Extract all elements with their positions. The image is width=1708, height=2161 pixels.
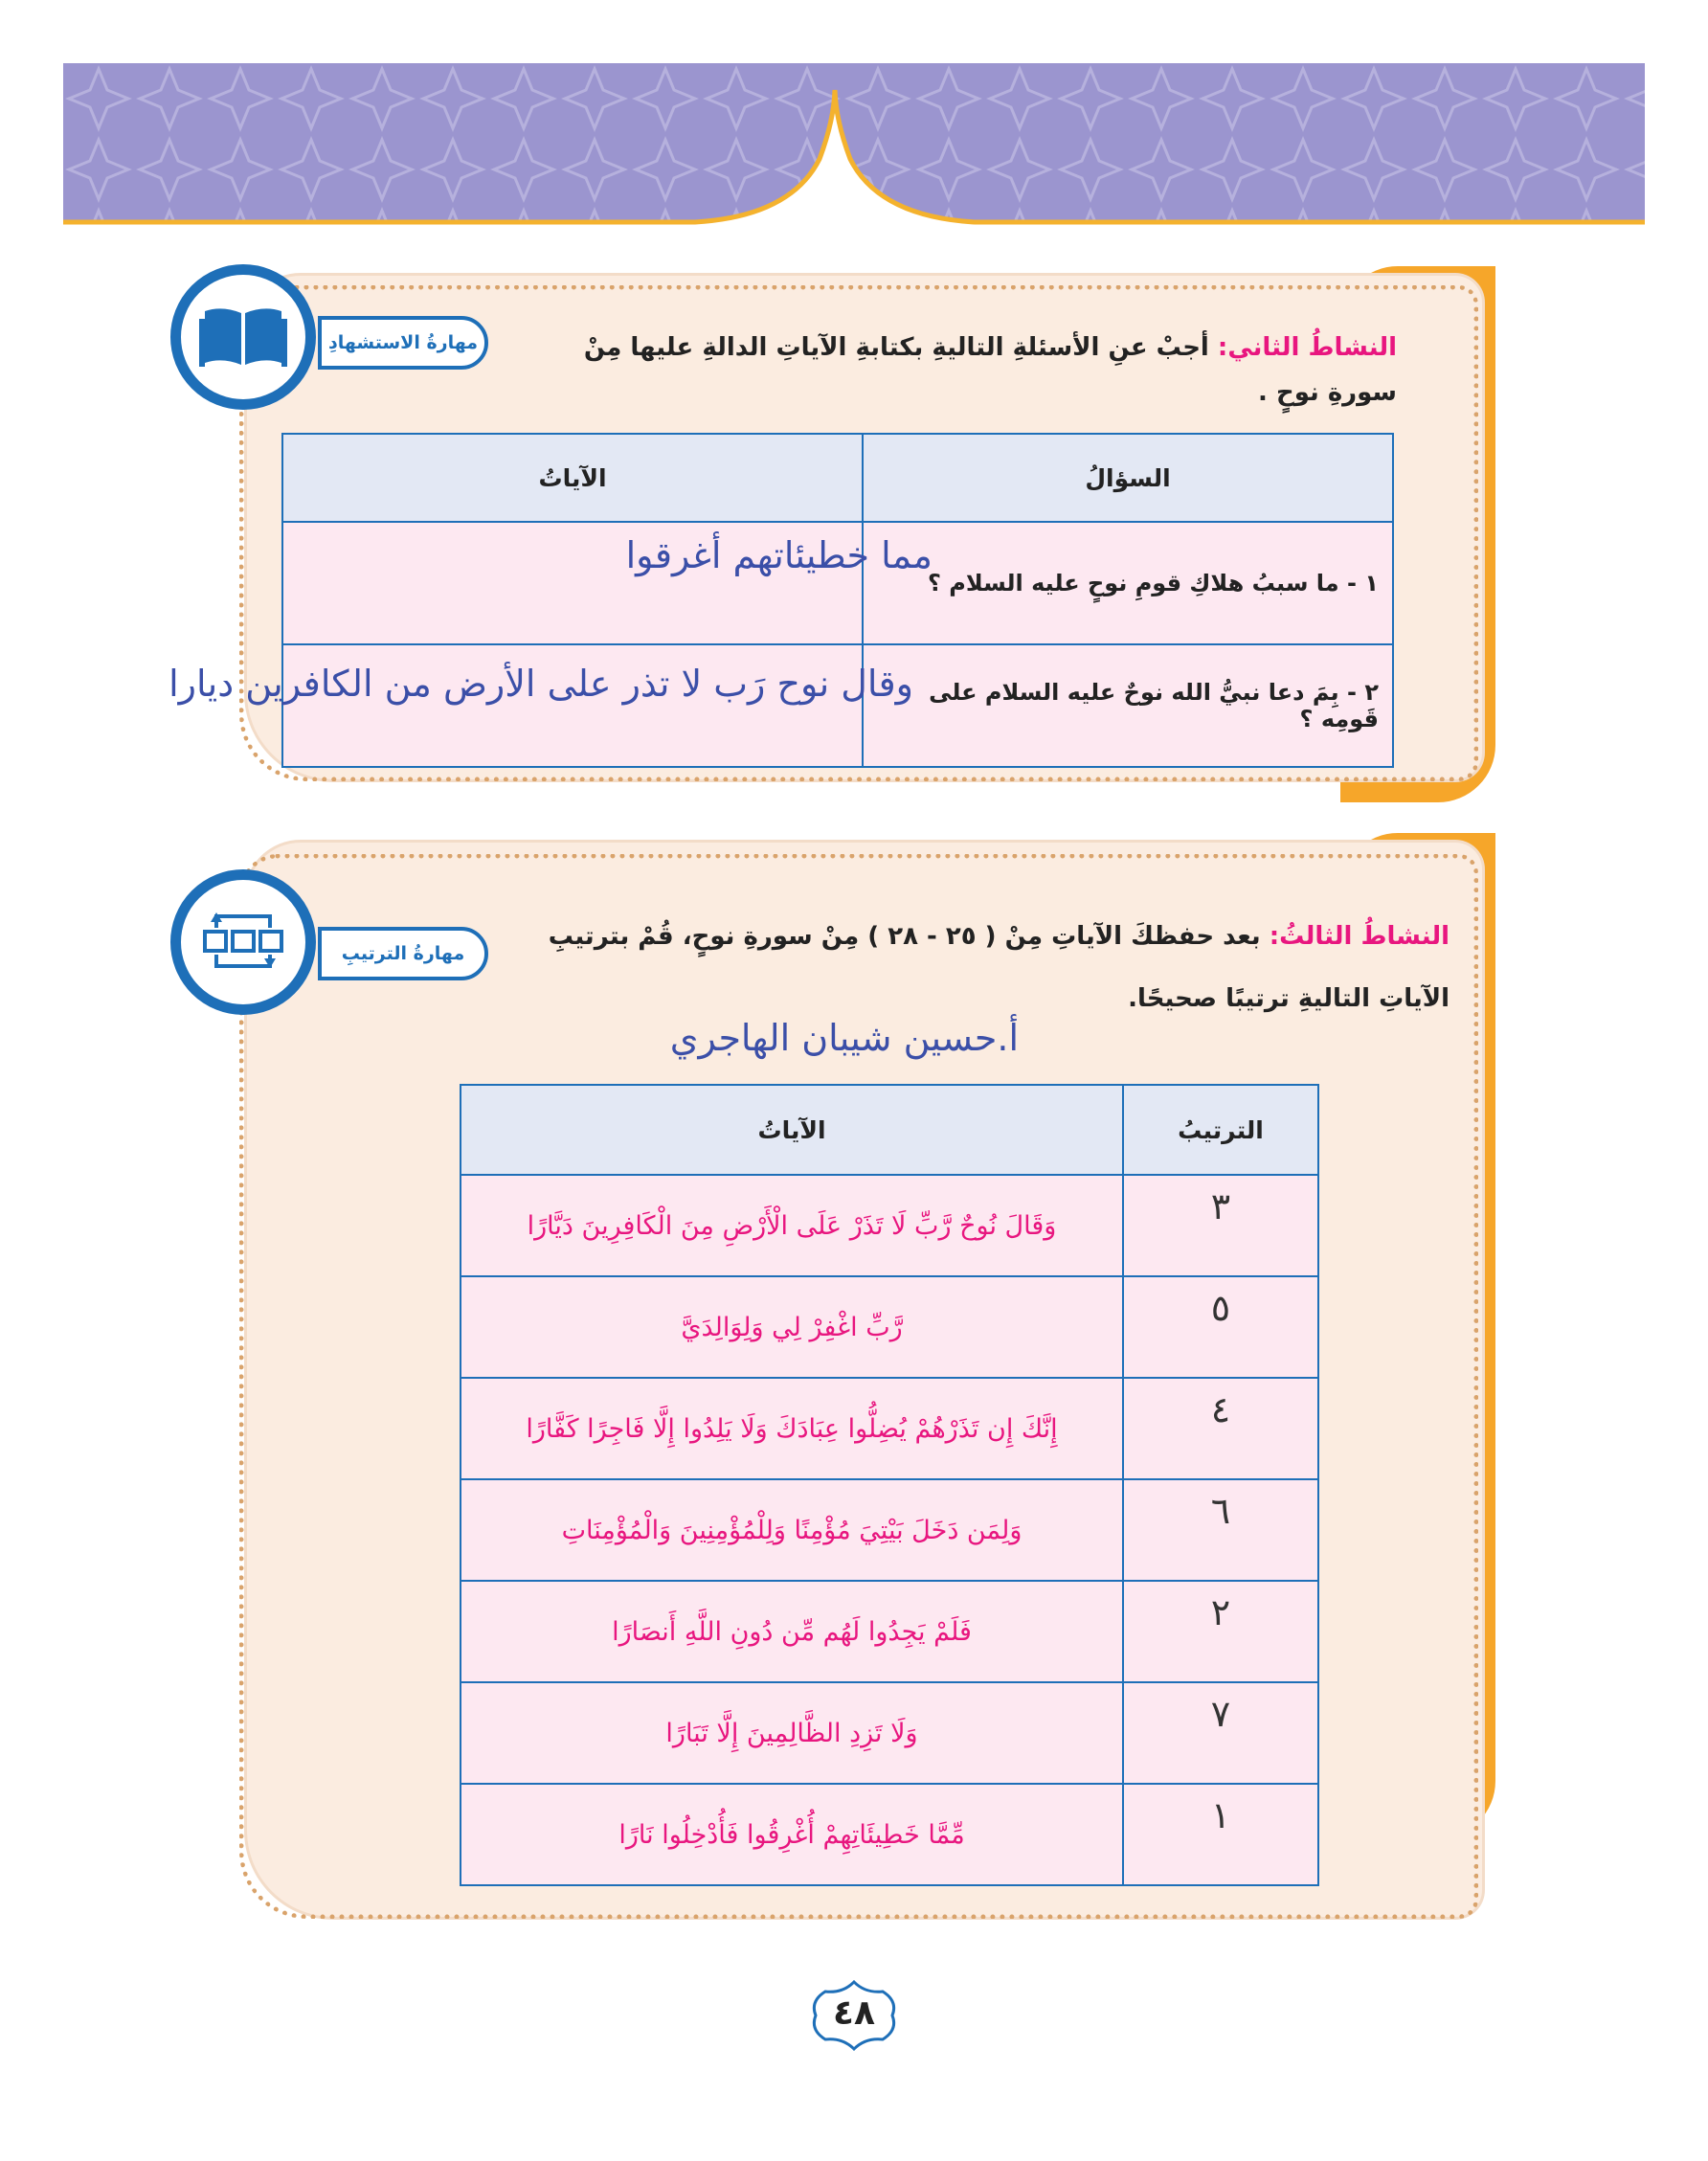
table-row bbox=[461, 1581, 1318, 1682]
verse-cell: مِّمَّا خَطِيئَاتِهِمْ أُغْرِقُوا فَأُدْخِلُوا نَارًا bbox=[461, 1784, 1123, 1885]
column-header-order: الترتيبُ bbox=[1123, 1085, 1318, 1175]
table-row bbox=[461, 1378, 1318, 1479]
table-row bbox=[461, 1276, 1318, 1378]
page-number bbox=[806, 1980, 902, 2051]
activity3-instruction bbox=[511, 914, 1450, 1022]
activity2-skill-badge bbox=[170, 264, 316, 410]
header-banner bbox=[63, 63, 1645, 232]
page-number-text: ٤٨ bbox=[833, 1993, 875, 2033]
table-row bbox=[461, 1479, 1318, 1581]
open-book-icon bbox=[199, 304, 287, 371]
activity3-table bbox=[460, 1084, 1319, 1886]
activity2-label: النشاطُ الثاني: bbox=[1217, 333, 1397, 362]
activity2-skill-label: مهارةُ الاستشهادِ bbox=[318, 316, 488, 370]
question-cell: ٢ - بِمَ دعا نبيُّ الله نوحٌ عليه السلام على قَومِه ؟ bbox=[863, 644, 1393, 767]
order-cell[interactable]: ٢ bbox=[1123, 1581, 1318, 1682]
activity3-skill-label: مهارةُ الترتيبِ bbox=[318, 927, 488, 980]
verse-cell: وَلَا تَزِدِ الظَّالِمِينَ إِلَّا تَبَارًا bbox=[461, 1682, 1123, 1784]
ordering-icon bbox=[203, 909, 283, 976]
order-cell[interactable]: ٦ bbox=[1123, 1479, 1318, 1581]
handwritten-answer-2: وقال نوح رَب لا تذر على الأرض من الكافرين ديارا bbox=[169, 663, 913, 705]
activity3-skill-badge bbox=[170, 869, 316, 1015]
column-header-verses: الآياتُ bbox=[461, 1085, 1123, 1175]
table-row bbox=[461, 1175, 1318, 1276]
verse-cell: رَّبِّ اغْفِرْ لِي وَلِوَالِدَيَّ bbox=[461, 1276, 1123, 1378]
activity3-label: النشاطُ الثالثُ: bbox=[1269, 922, 1450, 951]
table-row bbox=[461, 1682, 1318, 1784]
verse-cell: وَقَالَ نُوحٌ رَّبِّ لَا تَذَرْ عَلَى الْأَرْضِ مِنَ الْكَافِرِينَ دَيَّارًا bbox=[461, 1175, 1123, 1276]
table-row bbox=[461, 1784, 1318, 1885]
activity3-text-line2: الآياتِ التاليةِ ترتيبًا صحيحًا. bbox=[1128, 983, 1450, 1013]
order-cell[interactable]: ١ bbox=[1123, 1784, 1318, 1885]
activity3-text-line1: بعد حفظكَ الآياتِ مِنْ ( ٢٥ - ٢٨ ) مِنْ سورةِ نوحٍ، قُمْ بترتيبِ bbox=[548, 922, 1261, 951]
verse-cell: فَلَمْ يَجِدُوا لَهُم مِّن دُونِ اللَّهِ أَنصَارًا bbox=[461, 1581, 1123, 1682]
activity2-text: أجبْ عنِ الأسئلةِ التاليةِ بكتابةِ الآياتِ الدالةِ عليها مِنْ سورةِ نوحٍ . bbox=[583, 333, 1397, 407]
verse-cell: إِنَّكَ إِن تَذَرْهُمْ يُضِلُّوا عِبَادَكَ وَلَا يَلِدُوا إِلَّا فَاجِرًا كَفَّارًا bbox=[461, 1378, 1123, 1479]
activity2-table bbox=[281, 433, 1394, 768]
verse-cell: وَلِمَن دَخَلَ بَيْتِيَ مُؤْمِنًا وَلِلْمُؤْمِنِينَ وَالْمُؤْمِنَاتِ bbox=[461, 1479, 1123, 1581]
activity2-instruction bbox=[506, 326, 1397, 416]
column-header-verses: الآياتُ bbox=[282, 434, 863, 522]
order-cell[interactable]: ٥ bbox=[1123, 1276, 1318, 1378]
order-cell[interactable]: ٣ bbox=[1123, 1175, 1318, 1276]
question-cell: ١ - ما سببُ هلاكِ قومِ نوحٍ عليه السلام ؟ bbox=[863, 522, 1393, 644]
author-signature: أ.حسين شيبان الهاجري bbox=[669, 1017, 1019, 1059]
handwritten-answer-1: مما خطيئاتهم أغرقوا bbox=[625, 534, 933, 576]
order-cell[interactable]: ٧ bbox=[1123, 1682, 1318, 1784]
column-header-question: السؤالُ bbox=[863, 434, 1393, 522]
order-cell[interactable]: ٤ bbox=[1123, 1378, 1318, 1479]
activity3-line1 bbox=[511, 914, 1450, 959]
